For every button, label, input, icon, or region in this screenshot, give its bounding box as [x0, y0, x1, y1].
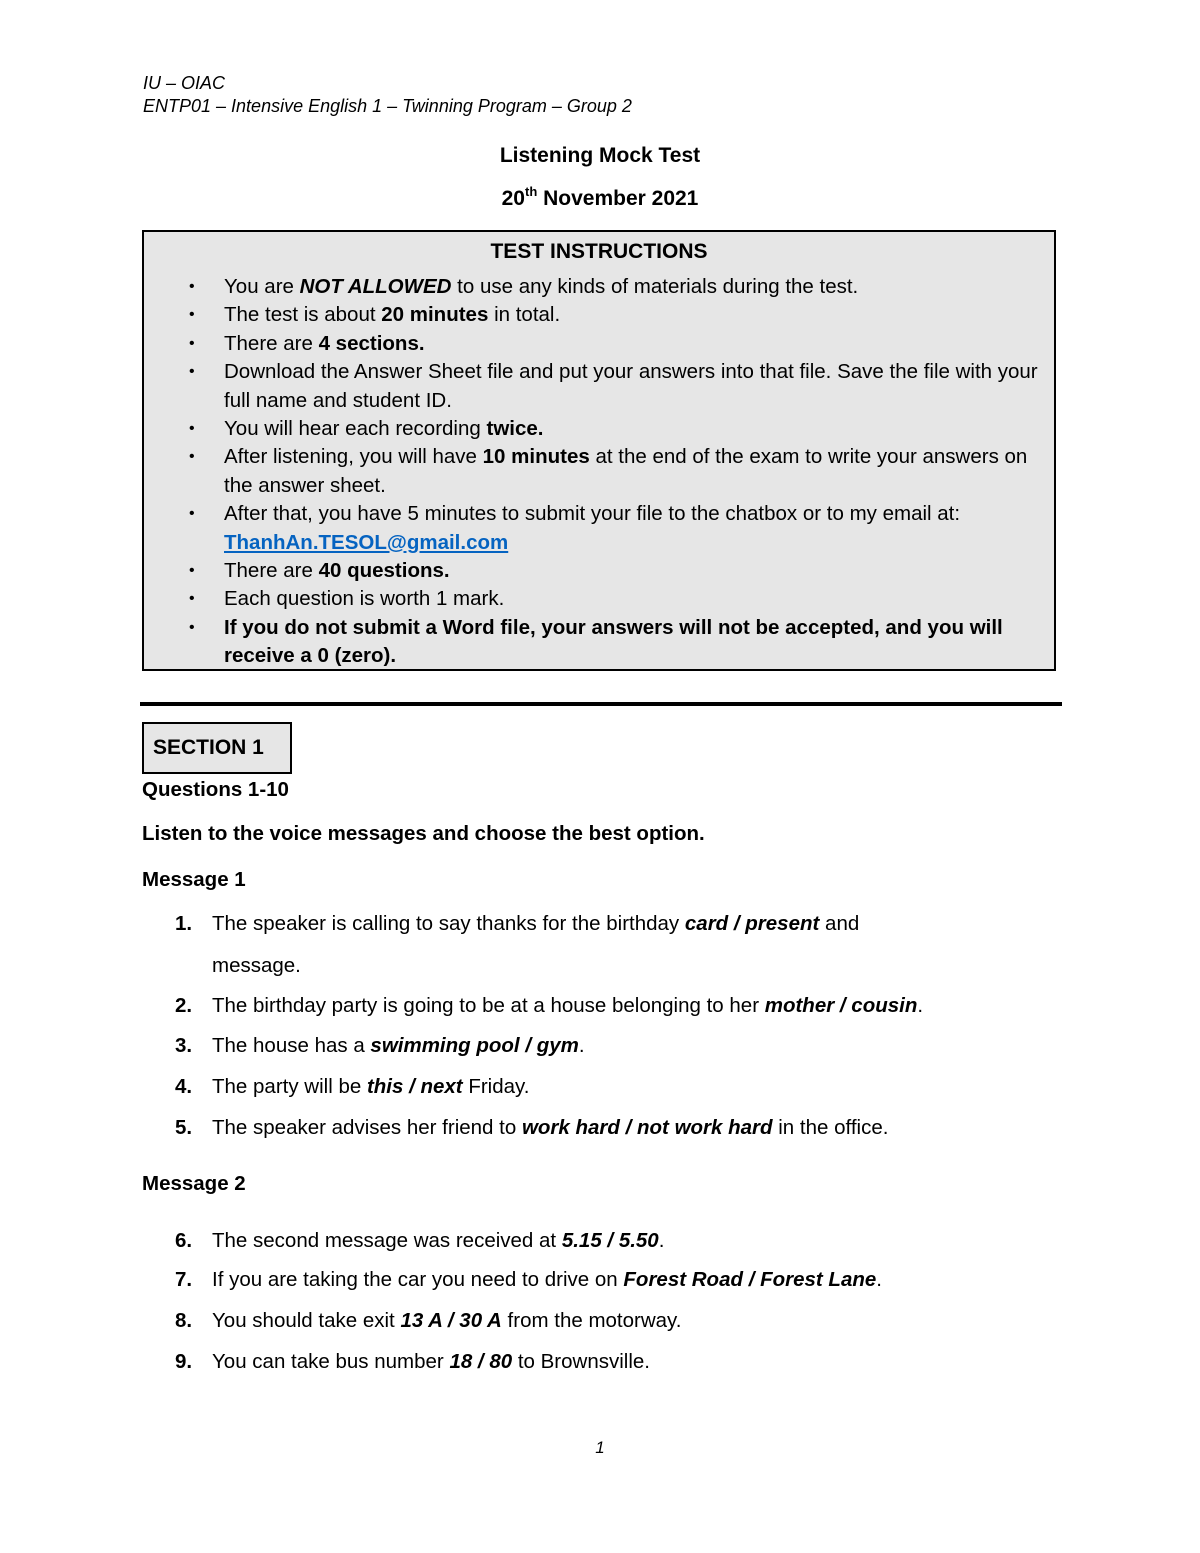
section-label: SECTION 1: [142, 722, 292, 774]
instruction-item: • There are 40 questions.: [184, 557, 1044, 585]
bullet-icon: •: [189, 334, 195, 352]
bullet-icon: •: [189, 448, 195, 466]
page-number: 1: [595, 1438, 605, 1457]
instruction-item: • You will hear each recording twice.: [184, 415, 1044, 443]
section-instruction: Listen to the voice messages and choose the best option.: [142, 822, 705, 845]
answer-choice: swimming pool / gym: [370, 1034, 579, 1057]
answer-choice: 13 A / 30 A: [400, 1309, 502, 1332]
header-institution: IU – OIAC: [143, 73, 226, 93]
divider: [140, 702, 1062, 706]
answer-choice: card / present: [684, 912, 820, 935]
answer-choice: 18 / 80: [449, 1350, 513, 1373]
instruction-item: • You are NOT ALLOWED to use any kinds of materials during the test.: [184, 273, 1044, 301]
bullet-icon: •: [189, 505, 195, 523]
questions-range: Questions 1-10: [142, 778, 289, 801]
message-1-heading: Message 1: [142, 868, 246, 891]
date-day: 20: [501, 187, 525, 210]
answer-choice: mother / cousin: [764, 994, 918, 1017]
instruction-item: • Each question is worth 1 mark.: [184, 585, 1044, 613]
instructions-list: [184, 273, 1044, 671]
document-page: IU – OIAC ENTP01 – Intensive English 1 – Twinning Program – Group 2 Listening Mock Test 20th November 2021 TEST INSTRUCTIONS • You are NOT ALLOWED to use any kinds of materials during the test. • The test is about 20 minutes in total. • There are 4 sections. • Download the Answer Sheet file and put your answers into that file. Save the file with your full name and student ID. • You will hear each recording twice. • After listening, you will have 10 minutes at the end of the exam to write your answers on the answer sheet. • After that, you have 5 minutes to submit your file to the chatbox or to my email at: ThanhAn.TESOL@gmail.com • There are 40 questions. • Each question is worth 1 mark. • If you do not submit a Word file, your answers will not be accepted, and you will receive a 0 (zero). SECTION 1 Questions 1-10 Listen to the voice messages and choose the best option. Message 1 1. The speaker is calling to say thanks for the birthday card / present and message. 2. The birthday party is going to be at a house belonging to her mother / cousin. 3. The house has a swimming pool / gym. 4. The party will be this / next Friday. 5. The speaker advises her friend to work hard / not work hard in the office. Message 2 6. The second message was received at 5.15 / 5.50. 7. If you are taking the car you need to drive on Forest Road / Forest Lane. 8. You should take exit 13 A / 30 A from the motorway. 9. You can take bus number 18 / 80 to Brownsville. 1: [0, 0, 1200, 1553]
bullet-icon: •: [189, 562, 195, 580]
bullet-icon: •: [189, 590, 195, 608]
instruction-item: • There are 4 sections.: [184, 330, 1044, 358]
instruction-item: • Download the Answer Sheet file and put your answers into that file. Save the file with your full name and student ID.: [189, 360, 1038, 412]
instruction-item: • After that, you have 5 minutes to submit your file to the chatbox or to my email at: ThanhAn.TESOL@gmail.com: [189, 502, 961, 554]
instruction-item: • The test is about 20 minutes in total.: [184, 301, 1044, 329]
date-rest: November 2021: [537, 187, 699, 210]
instruction-item: • After listening, you will have 10 minutes at the end of the exam to write your answers on the answer sheet.: [189, 445, 1028, 497]
answer-choice: this / next: [366, 1075, 463, 1098]
date-suffix: th: [524, 184, 538, 199]
bullet-icon: •: [189, 363, 195, 381]
bullet-icon: •: [189, 278, 195, 295]
test-date: [0, 184, 1200, 211]
instructions-heading: TEST INSTRUCTIONS: [490, 240, 708, 263]
message-2-heading: Message 2: [142, 1172, 246, 1195]
bullet-icon: •: [189, 618, 195, 636]
answer-choice: 5.15 / 5.50: [561, 1229, 659, 1252]
instructions-box: [142, 230, 1056, 671]
answer-choice: Forest Road / Forest Lane: [623, 1268, 877, 1291]
answer-choice: work hard / not work hard: [521, 1116, 773, 1139]
email-link[interactable]: ThanhAn.TESOL@gmail.com: [224, 530, 509, 554]
instruction-item: • If you do not submit a Word file, your answers will not be accepted, and you will receive a 0 (zero).: [189, 615, 1003, 668]
header-course: ENTP01 – Intensive English 1 – Twinning Program – Group 2: [143, 96, 632, 116]
page-title: Listening Mock Test: [499, 144, 701, 167]
bullet-icon: •: [189, 306, 195, 324]
bullet-icon: •: [189, 420, 195, 438]
